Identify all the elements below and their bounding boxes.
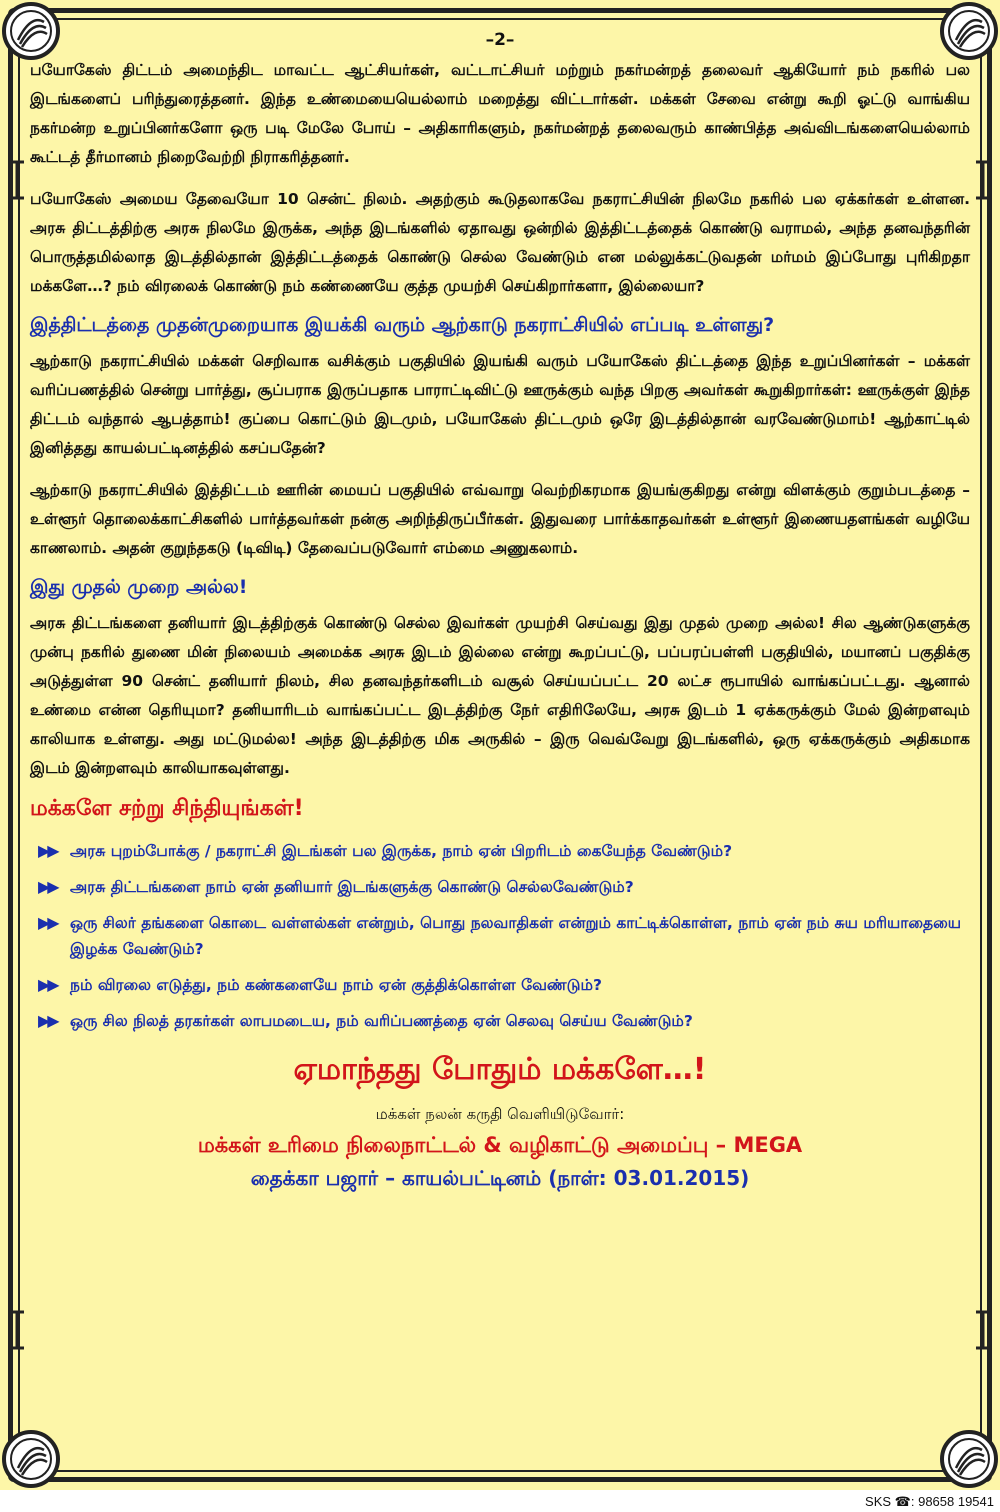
section-heading-think: மக்களே சற்று சிந்தியுங்கள்!: [30, 796, 304, 821]
list-item: [30, 910, 970, 962]
paragraph: ஆற்காடு நகராட்சியில் மக்கள் செறிவாக வசிக்கும் பகுதியில் இயங்கி வரும் பயோகேஸ் திட்டத்தை இந்த உறுப்பினர்கள் – மக்கள் வரிப்பணத்தில் சென்று பார்த்து, சூப்பராக இருப்பதாக பாராட்டிவிட்டு ஊருக்கும் வந்த பிறகு அவர்கள் கூறுகிறார்கள்: ஊருக்குள் இந்த திட்டம் வந்தால் ஆபத்தாம்! குப்பை கொட்டும் இடமும், பயோகேஸ் திட்டமும் ஒரே இடத்தில்தான் வரவேண்டுமாம்! ஆற்காட்டில் இனித்தது காயல்பட்டினத்தில் கசப்பதேன்?: [30, 352, 970, 457]
list-item: [30, 874, 970, 900]
side-bracket-icon: [6, 160, 28, 200]
side-bracket-icon: [972, 160, 994, 200]
publisher-label: மக்கள் நலன் கருதி வெளியிடுவோர்:: [375, 1105, 625, 1123]
paragraph: பயோகேஸ் அமைய தேவையோ 10 சென்ட் நிலம். அதற்கும் கூடுதலாகவே நகராட்சியின் நிலமே நகரில் பல ஏக்கர்கள் உள்ளன. அரசு திட்டத்திற்கு அரசு நிலமே இருக்க, அந்த இடங்களில் ஏதாவது ஒன்றில் இத்திட்டத்தைக் கொண்டு வராமல், அந்த தனவந்தரின் பொருத்தமில்லாத இடத்தில்தான் இத்திட்டத்தைக் கொண்டு செல்ல வேண்டும் என மல்லுக்கட்டுவதன் மர்மம் இப்போது புரிகிறதா மக்களே…? நம் விரலைக் கொண்டு நம் கண்ணையே குத்த முயற்சி செய்கிறார்களா, இல்லையா?: [30, 190, 970, 295]
page-number: –2–: [485, 30, 515, 50]
list-item: [30, 838, 970, 864]
organization-name: மக்கள் உரிமை நிலைநாட்டல் & வழிகாட்டு அமைப்பு – MEGA: [197, 1133, 803, 1157]
paragraph: ஆற்காடு நகராட்சியில் இத்திட்டம் ஊரின் மையப் பகுதியில் எவ்வாறு வெற்றிகரமாக இயங்குகிறது என்று விளக்கும் குறும்படத்தை – உள்ளூர் தொலைக்காட்சிகளில் பார்த்தவர்கள் நன்கு அறிந்திருப்பீர்கள். இதுவரை பார்க்காதவர்கள் உள்ளூர் இணையதளங்கள் வழியே காணலாம். அதன் குறுந்தகடு (டிவிடி) தேவைப்படுவோர் எம்மை அணுகலாம்.: [30, 481, 970, 557]
list-item: [30, 1008, 970, 1034]
side-bracket-icon: [6, 1310, 28, 1350]
double-arrow-icon: ▶▶: [38, 975, 57, 994]
double-arrow-icon: ▶▶: [38, 913, 57, 932]
question-text: ஒரு சிலர் தங்களை கொடை வள்ளல்கள் என்றும், பொது நலவாதிகள் என்றும் காட்டிக்கொள்ள, நாம் ஏன் நம் சுய மரியாதையை இழக்க வேண்டும்?: [70, 914, 962, 958]
footer-credit: SKS ☎: 98658 19541: [865, 1494, 994, 1509]
content-area: [30, 30, 970, 1193]
double-arrow-icon: ▶▶: [38, 841, 57, 860]
address-line: தைக்கா பஜார் – காயல்பட்டினம் (நாள்: 03.01.2015): [250, 1166, 750, 1190]
double-arrow-icon: ▶▶: [38, 1011, 57, 1030]
question-text: அரசு திட்டங்களை நாம் ஏன் தனியார் இடங்களுக்கு கொண்டு செல்லவேண்டும்?: [70, 878, 634, 896]
slogan: ஏமாந்தது போதும் மக்களே…!: [293, 1052, 707, 1087]
side-bracket-icon: [972, 1310, 994, 1350]
section-heading-arcot: இத்திட்டத்தை முதன்முறையாக இயக்கி வரும் ஆற்காடு நகராட்சியில் எப்படி உள்ளது?: [30, 314, 775, 336]
corner-ornament-icon: [938, 1428, 1000, 1490]
question-text: நம் விரலை எடுத்து, நம் கண்களையே நாம் ஏன் குத்திக்கொள்ள வேண்டும்?: [70, 976, 602, 994]
question-text: ஒரு சில நிலத் தரகர்கள் லாபமடைய, நம் வரிப்பணத்தை ஏன் செலவு செய்ய வேண்டும்?: [70, 1012, 693, 1030]
double-arrow-icon: ▶▶: [38, 877, 57, 896]
paragraph: அரசு திட்டங்களை தனியார் இடத்திற்குக் கொண்டு செல்ல இவர்கள் முயற்சி செய்வது இது முதல் முறை அல்ல! சில ஆண்டுகளுக்கு முன்பு நகரில் துணை மின் நிலையம் அமைக்க அரசு இடம் இல்லை என்று கூறப்பட்டு, பப்பரப்பள்ளி பகுதியில், மயானப் பகுதிக்கு அடுத்துள்ள 90 சென்ட் தனியார் நிலம், சில தனவந்தர்களிடம் வசூல் செய்யப்பட்ட 20 லட்ச ரூபாயில் வாங்கப்பட்டது. ஆனால் உண்மை என்ன தெரியுமா? தனியாரிடம் வாங்கப்பட்ட இடத்திற்கு நேர் எதிரிலேயே, அரசு இடம் 1 ஏக்கருக்கும் மேல் இன்றளவும் காலியாக உள்ளது. அது மட்டுமல்ல! அந்த இடத்திற்கு மிக அருகில் – இரு வெவ்வேறு இடங்களில், ஒரு ஏக்கருக்கும் அதிகமாக இடம் இன்றளவும் காலியாகவுள்ளது.: [30, 614, 970, 777]
section-heading-not-first-time: இது முதல் முறை அல்ல!: [30, 576, 248, 598]
question-list: [30, 838, 970, 1034]
list-item: [30, 972, 970, 998]
corner-ornament-icon: [0, 1428, 62, 1490]
question-text: அரசு புறம்போக்கு / நகராட்சி இடங்கள் பல இருக்க, நாம் ஏன் பிறரிடம் கையேந்த வேண்டும்?: [70, 842, 733, 860]
paragraph: பயோகேஸ் திட்டம் அமைந்திட மாவட்ட ஆட்சியர்கள், வட்டாட்சியர் மற்றும் நகர்மன்றத் தலைவர் ஆகியோர் நம் நகரில் பல இடங்களைப் பரிந்துரைத்தனர். இந்த உண்மையையெல்லாம் மறைத்து விட்டார்கள். மக்கள் சேவை என்று கூறி ஓட்டு வாங்கிய நகர்மன்ற உறுப்பினர்களோ ஒரு படி மேலே போய் – அதிகாரிகளும், நகர்மன்றத் தலைவரும் காண்பித்த அவ்விடங்களையெல்லாம் கூட்டத் தீர்மானம் நிறைவேற்றி நிராகரித்தனர்.: [30, 61, 970, 166]
